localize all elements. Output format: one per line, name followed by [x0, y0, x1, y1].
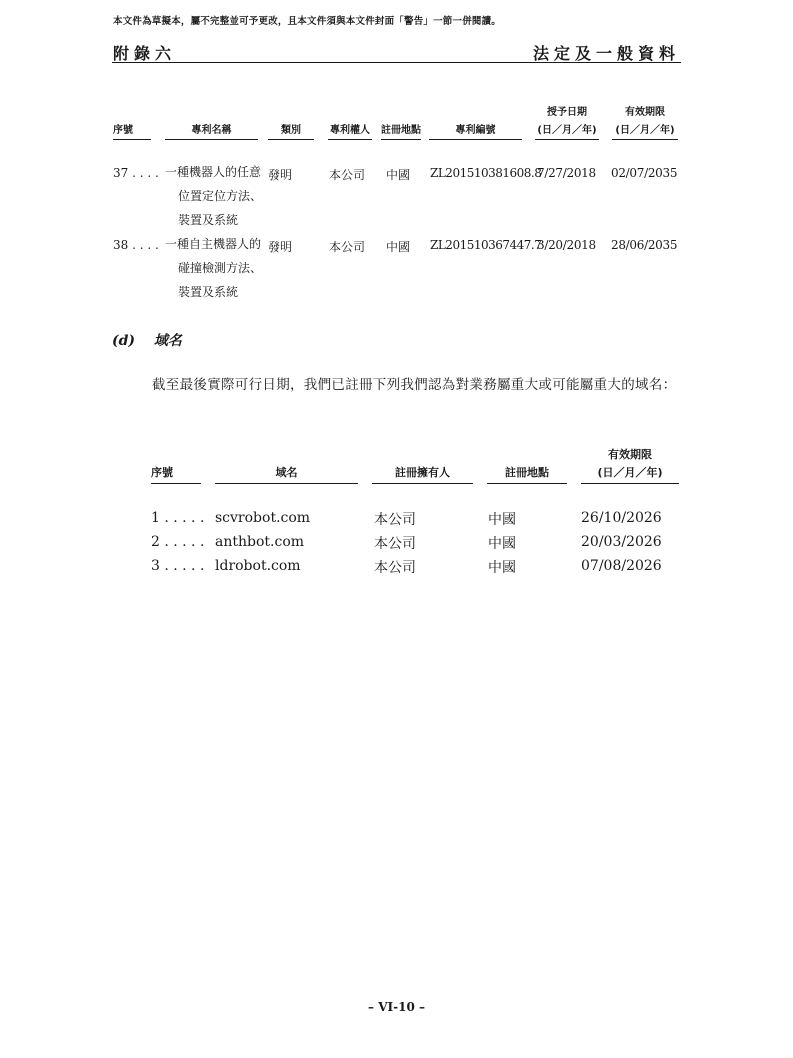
- draft-warning: 本文件為草擬本，屬不完整並可予更改，且本文件須與本文件封面「警告」一節一併閱讀。: [113, 16, 502, 27]
- patent-name-line: 裝置及系統: [178, 285, 239, 299]
- patent-th-no: 序號: [113, 121, 151, 140]
- domain-expiry: 20/03/2026: [581, 534, 662, 550]
- section-heading: [112, 330, 182, 350]
- patent-grant-date: 7/27/2018: [537, 166, 596, 180]
- patent-name-line: 一種自主機器人的: [165, 237, 262, 251]
- patent-name-line: 裝置及系統: [178, 213, 239, 227]
- patent-owner: 本公司: [329, 168, 366, 182]
- domain-no: 3 . . . . .: [151, 558, 205, 574]
- patent-th-expiry-top: 有效期限: [625, 107, 665, 118]
- section-label: (d): [112, 333, 136, 349]
- domain-name: anthbot.com: [215, 534, 305, 550]
- patent-name: [165, 160, 265, 232]
- patent-name-line: 一種機器人的任意: [165, 165, 262, 179]
- section-title: 法定及一般資料: [532, 44, 680, 63]
- patent-name-line: 位置定位方法、: [178, 189, 263, 203]
- patent-th-grant-top: 授予日期: [547, 107, 587, 118]
- patent-type: 發明: [268, 168, 293, 182]
- patent-type: 發明: [268, 240, 293, 254]
- patent-th-name: 專利名稱: [165, 121, 258, 140]
- patent-name-line: 碰撞檢測方法、: [178, 261, 263, 275]
- appendix-title: 附錄六: [113, 44, 177, 63]
- patent-name: [165, 232, 265, 304]
- domain-expiry: 07/08/2026: [581, 558, 662, 574]
- domain-place: 中國: [488, 512, 516, 528]
- patent-th-owner: 專利權人: [328, 121, 372, 140]
- patent-th-grant-bottom: (日／月／年): [535, 121, 599, 140]
- patent-th-place: 註冊地點: [381, 121, 421, 140]
- patent-grant-date: 3/20/2018: [537, 238, 596, 252]
- patent-number: ZL201510367447.7: [430, 238, 542, 252]
- domain-name: scvrobot.com: [215, 510, 311, 526]
- page-number: – VI-10 –: [368, 1000, 425, 1014]
- domain-th-domain: 域名: [215, 464, 358, 484]
- domain-th-no: 序號: [151, 464, 201, 484]
- domain-th-expiry-top: 有效期限: [608, 448, 652, 461]
- patent-no: 37 . . . .: [113, 166, 159, 180]
- patent-place: 中國: [386, 240, 411, 254]
- domain-no: 1 . . . . .: [151, 510, 205, 526]
- domain-expiry: 26/10/2026: [581, 510, 662, 526]
- header-rule: [112, 62, 681, 63]
- patent-no: 38 . . . .: [113, 238, 159, 252]
- patent-th-expiry-bottom: (日／月／年): [612, 121, 678, 140]
- domain-place: 中國: [488, 560, 516, 576]
- domain-th-expiry-bottom: (日／月／年): [581, 464, 679, 484]
- patent-owner: 本公司: [329, 240, 366, 254]
- patent-expiry-date: 28/06/2035: [611, 238, 678, 252]
- domain-place: 中國: [488, 536, 516, 552]
- domain-holder: 本公司: [374, 560, 416, 576]
- domain-holder: 本公司: [374, 512, 416, 528]
- patent-number: ZL201510381608.8: [430, 166, 542, 180]
- patent-th-type: 類別: [268, 121, 314, 140]
- domain-holder: 本公司: [374, 536, 416, 552]
- domain-name: ldrobot.com: [215, 558, 301, 574]
- patent-th-number: 專利編號: [429, 121, 522, 140]
- patent-expiry-date: 02/07/2035: [611, 166, 678, 180]
- domain-th-place: 註冊地點: [487, 464, 567, 484]
- section-heading-title: 域名: [153, 333, 182, 349]
- patent-place: 中國: [386, 168, 411, 182]
- domain-no: 2 . . . . .: [151, 534, 205, 550]
- domain-th-holder: 註冊擁有人: [372, 464, 473, 484]
- section-paragraph: 截至最後實際可行日期，我們已註冊下列我們認為對業務屬重大或可能屬重大的域名：: [152, 377, 677, 393]
